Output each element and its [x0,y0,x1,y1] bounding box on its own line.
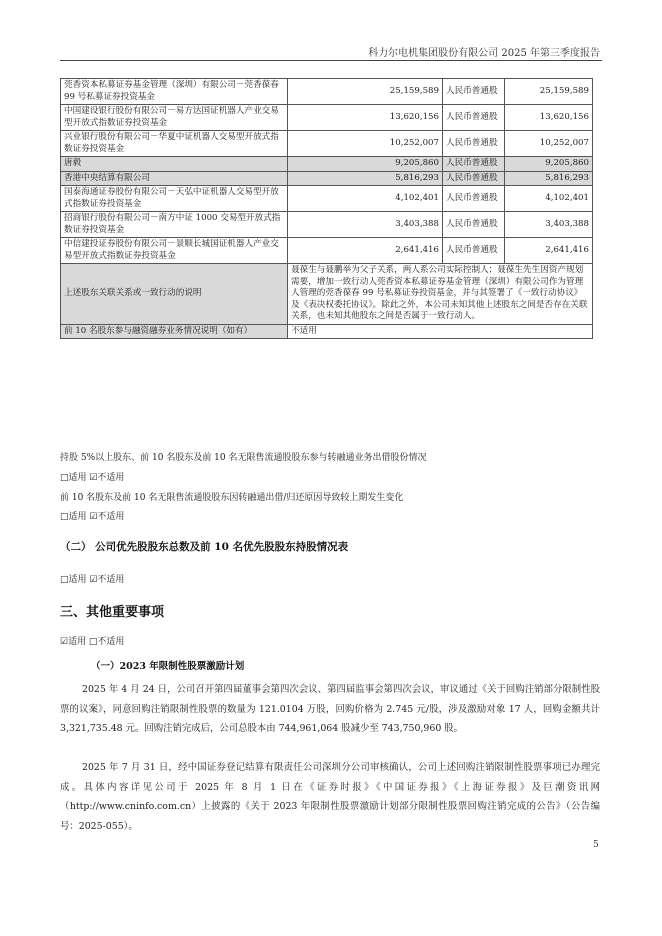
lending-question: 持股 5%以上股东、前 10 名股东及前 10 名无限售流通股股东参与转融通业务出借股份情况 [60,453,427,463]
shareholder-row [61,79,593,105]
share-type-cell: 人民币普通股 [443,238,505,264]
change-question: 前 10 名股东及前 10 名无限售流通股股东因转融通出借/归还原因导致较上期发生变化 [60,493,404,503]
section-2-choice: □适用 ☑不适用 [60,575,125,585]
page-number: 5 [593,840,599,850]
lending-choice: □适用 ☑不适用 [60,473,125,483]
share-count-cell: 9,205,860 [505,157,593,172]
shareholder-row [61,105,593,131]
top10-table-body [61,79,593,339]
shareholder-row [61,186,593,212]
section-2-heading: （二） 公司优先股股东总数及前 10 名优先股股东持股情况表 [60,541,349,553]
share-count-cell: 25,159,589 [505,79,593,105]
report-header-title: 科力尔电机集团股份有限公司 2025 年第三季度报告 [368,48,600,59]
shareholder-name-cell: 兴业银行股份有限公司－华夏中证机器人交易型开放式指数证券投资基金 [61,131,288,157]
shareholder-row [61,238,593,264]
margin-trading-label: 前 10 名股东参与融资融券业务情况说明（如有） [61,324,288,339]
shareholder-row [61,212,593,238]
shares-held-cell: 10,252,007 [288,131,443,157]
change-choice: □适用 ☑不适用 [60,512,125,522]
shares-held-cell: 25,159,589 [288,79,443,105]
shares-held-cell: 9,205,860 [288,157,443,172]
share-type-cell: 人民币普通股 [443,186,505,212]
shares-held-cell: 13,620,156 [288,105,443,131]
relation-label: 上述股东关联关系或一致行动的说明 [61,264,288,325]
header-divider [60,60,602,61]
share-count-cell: 3,403,388 [505,212,593,238]
shares-held-cell: 3,403,388 [288,212,443,238]
section-3-choice: ☑适用 □不适用 [60,637,125,647]
shareholder-row [61,157,593,172]
share-count-cell: 2,641,416 [505,238,593,264]
share-type-cell: 人民币普通股 [443,105,505,131]
margin-trading-row [61,324,593,339]
shares-held-cell: 5,816,293 [288,171,443,186]
shares-held-cell: 4,102,401 [288,186,443,212]
share-count-cell: 10,252,007 [505,131,593,157]
share-type-cell: 人民币普通股 [443,131,505,157]
shares-held-cell: 2,641,416 [288,238,443,264]
incentive-paragraph-2: 2025 年 7 月 31 日，经中国证券登记结算有限责任公司深圳分公司审核确认，公司上述回购注销限制性股票事项已办理完成。具体内容详见公司于 2025 年 8 月 1 日在《证券时报》《中国证券报》《上海证券报》及巨潮资讯网（http://www.cninfo.com.cn）上披露的《关于 2023 年限制性股票激励计划部分限制性股票回购注销完成的公告》（公告编号：2025-055）。 [60,762,600,832]
share-type-cell: 人民币普通股 [443,171,505,186]
shareholder-name-cell: 国泰海通证券股份有限公司－天弘中证机器人交易型开放式指数证券投资基金 [61,186,288,212]
shareholder-name-cell: 招商银行股份有限公司－南方中证 1000 交易型开放式指数证券投资基金 [61,212,288,238]
share-count-cell: 4,102,401 [505,186,593,212]
incentive-paragraph-1: 2025 年 4 月 24 日，公司召开第四届董事会第四次会议、第四届监事会第四次会议，审议通过《关于回购注销部分限制性股票的议案》，同意回购注销限制性股票的数量为 121.0104 万股，回购价格为 2.745 元/股，涉及激励对象 17 人，回购金额共计 3,321,735.48 元。回购注销完成后，公司总股本由 744,961,064 股减少至 743,750,960 股。 [60,684,600,735]
shareholder-row [61,131,593,157]
shareholder-name-cell: 莞香资本私募证券基金管理（深圳）有限公司－莞香葆春 99 号私募证券投资基金 [61,79,288,105]
shareholder-row [61,171,593,186]
shareholder-name-cell: 唐毅 [61,157,288,172]
share-type-cell: 人民币普通股 [443,79,505,105]
share-type-cell: 人民币普通股 [443,212,505,238]
section-3-heading: 三、其他重要事项 [60,605,165,620]
margin-trading-value: 不适用 [288,324,593,339]
incentive-plan-subheading: （一）2023 年限制性股票激励计划 [91,661,245,672]
shareholder-name-cell: 中国建设银行股份有限公司－易方达国证机器人产业交易型开放式指数证券投资基金 [61,105,288,131]
relation-description: 聂葆生与聂鹏举为父子关系，两人系公司实际控制人；聂葆生先生因资产规划需要，增加一致行动人莞香资本私募证券基金管理（深圳）有限公司作为管理人管理的莞香葆春 99 号私募证券投资基金，并与其签署了《一致行动协议》及《表决权委托协议》。除此之外，本公司未知其他上述股东之间是否存在关联关系，也未知其他股东之间是否属于一致行动人。 [288,264,593,325]
shareholder-name-cell: 中信建投证券股份有限公司－景顺长城国证机器人产业交易型开放式指数证券投资基金 [61,238,288,264]
share-count-cell: 5,816,293 [505,171,593,186]
relation-row [61,264,593,325]
share-type-cell: 人民币普通股 [443,157,505,172]
top10-shareholders-table [60,78,593,339]
shareholder-name-cell: 香港中央结算有限公司 [61,171,288,186]
share-count-cell: 13,620,156 [505,105,593,131]
